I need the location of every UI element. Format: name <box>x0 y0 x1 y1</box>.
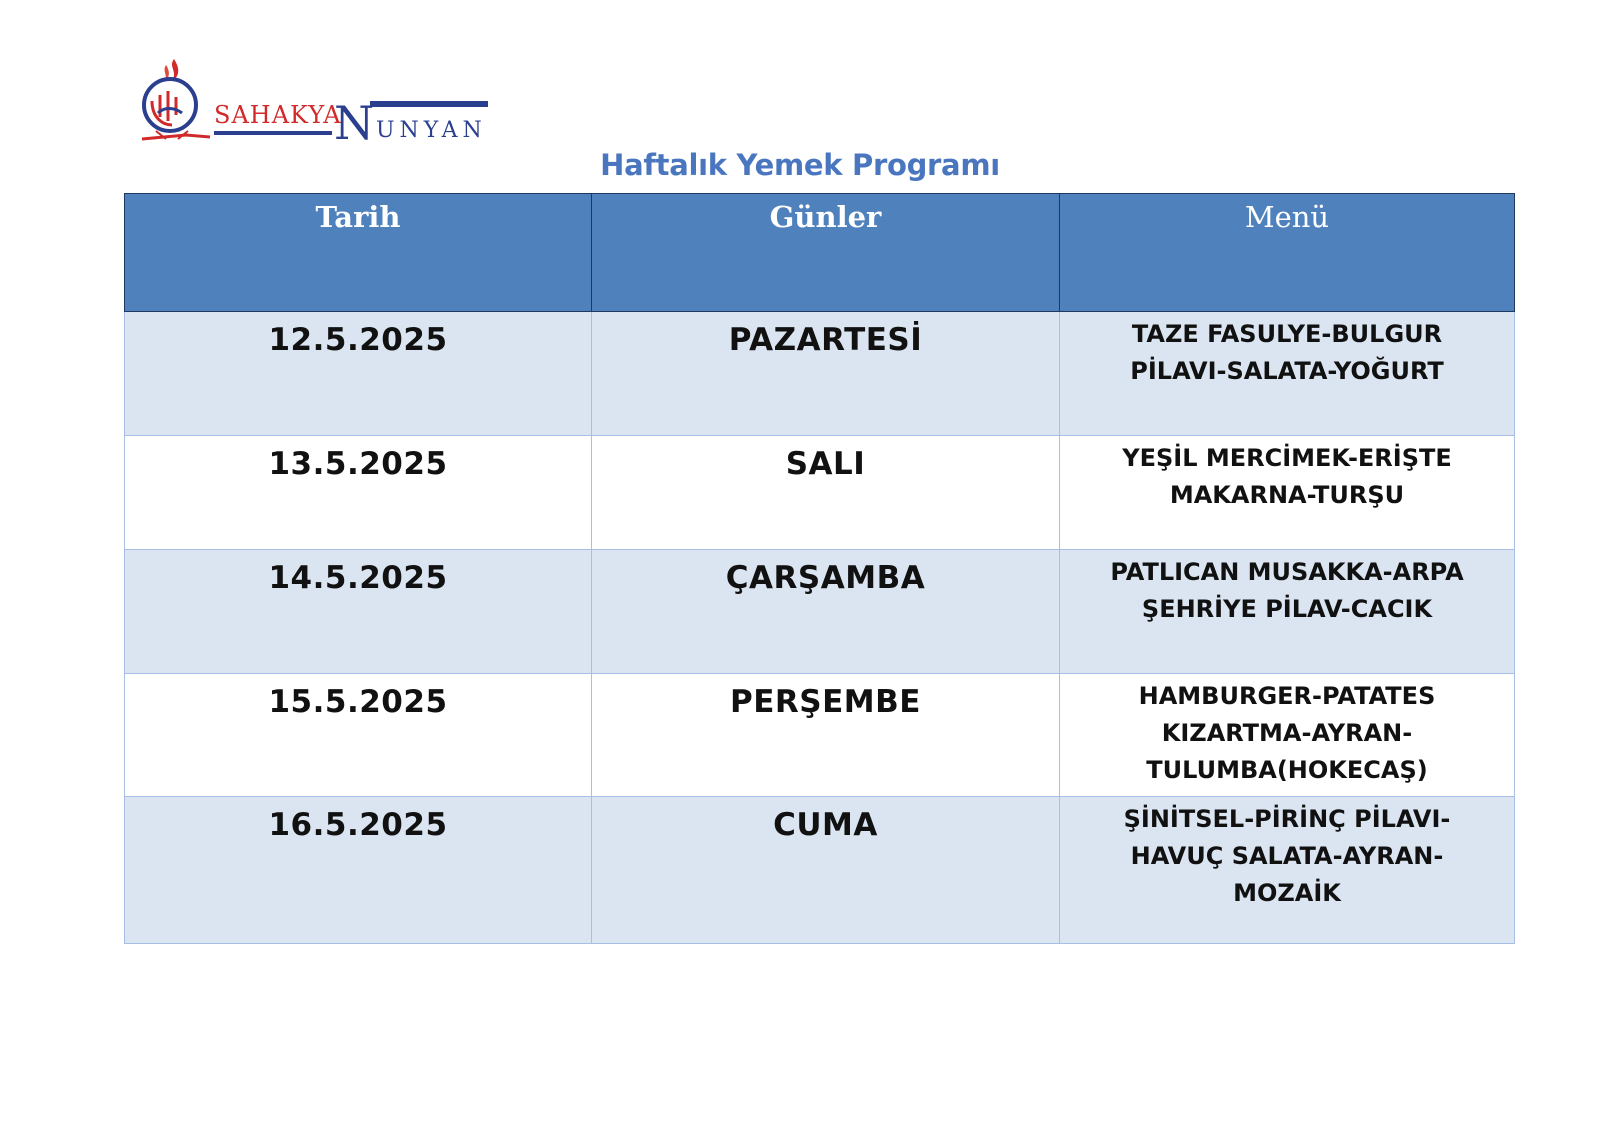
menu-cell <box>1060 797 1515 944</box>
day-cell <box>592 797 1060 944</box>
day-cell <box>592 436 1060 550</box>
date-cell <box>125 674 592 797</box>
header-days: Günler <box>592 194 1060 312</box>
table-row <box>125 312 1515 436</box>
logo-text-part1: SAHAKYA <box>214 101 342 129</box>
menu-line: HAMBURGER-PATATES <box>1138 682 1436 710</box>
menu-line: PATLICAN MUSAKKA-ARPA <box>1110 558 1464 586</box>
day-text: PERŞEMBE <box>730 684 921 720</box>
menu-cell <box>1060 550 1515 674</box>
table-header-row <box>125 194 1515 312</box>
menu-text <box>1060 436 1514 514</box>
menu-cell <box>1060 674 1515 797</box>
table-row <box>125 550 1515 674</box>
date-text: 12.5.2025 <box>268 322 448 358</box>
menu-line: HAVUÇ SALATA-AYRAN- <box>1130 842 1444 870</box>
menu-line: MOZAİK <box>1233 879 1341 907</box>
menu-cell <box>1060 312 1515 436</box>
day-cell <box>592 674 1060 797</box>
school-logo <box>138 55 498 147</box>
date-text: 15.5.2025 <box>268 684 448 720</box>
menu-line: KIZARTMA-AYRAN- <box>1161 719 1413 747</box>
header-date: Tarih <box>125 194 592 312</box>
menu-line: PİLAVI-SALATA-YOĞURT <box>1130 357 1444 385</box>
table-row <box>125 674 1515 797</box>
menu-text <box>1060 674 1514 789</box>
menu-line: ŞEHRİYE PİLAV-CACIK <box>1141 595 1433 623</box>
day-text: ÇARŞAMBA <box>725 560 926 596</box>
header-menu: Menü <box>1060 194 1515 312</box>
logo-text-part2: UNYAN <box>376 118 487 143</box>
menu-line: YEŞİL MERCİMEK-ERİŞTE <box>1122 444 1452 472</box>
date-cell <box>125 797 592 944</box>
menu-line: TAZE FASULYE-BULGUR <box>1131 320 1443 348</box>
day-text: CUMA <box>773 807 878 843</box>
date-cell <box>125 550 592 674</box>
day-text: PAZARTESİ <box>728 322 923 358</box>
date-text: 13.5.2025 <box>268 446 448 482</box>
logo-text-letter: N <box>334 96 375 147</box>
day-cell <box>592 312 1060 436</box>
day-text: SALI <box>785 446 866 482</box>
date-cell <box>125 436 592 550</box>
logo-emblem-icon <box>138 55 498 147</box>
meal-schedule-table <box>124 193 1515 944</box>
menu-text <box>1060 312 1514 390</box>
date-cell <box>125 312 592 436</box>
table-row <box>125 797 1515 944</box>
menu-text <box>1060 550 1514 628</box>
date-text: 16.5.2025 <box>268 807 448 843</box>
day-cell <box>592 550 1060 674</box>
date-text: 14.5.2025 <box>268 560 448 596</box>
table-row <box>125 436 1515 550</box>
menu-cell <box>1060 436 1515 550</box>
menu-text <box>1060 797 1514 912</box>
menu-line: MAKARNA-TURŞU <box>1169 481 1405 509</box>
menu-line: ŞİNİTSEL-PİRİNÇ PİLAVI- <box>1123 805 1451 833</box>
menu-line: TULUMBA(HOKECAŞ) <box>1146 756 1428 784</box>
page-title: Haftalık Yemek Programı <box>600 148 1000 182</box>
